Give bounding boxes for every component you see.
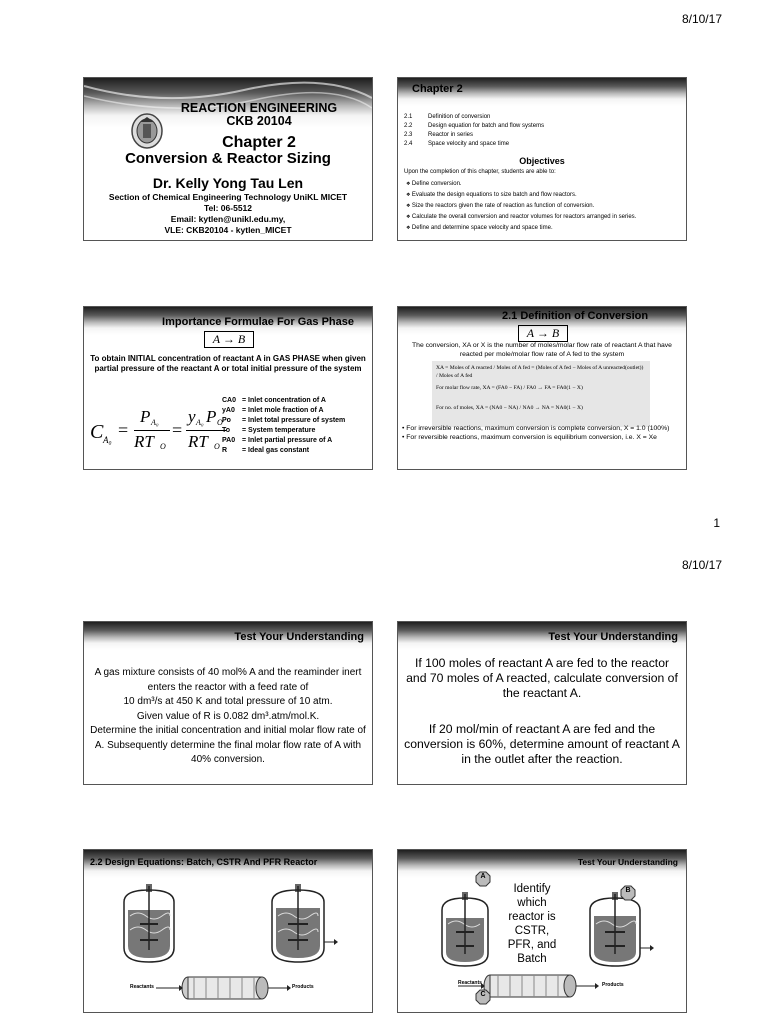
chapter-title: Conversion & Reactor Sizing bbox=[125, 150, 331, 167]
chapter-number: Chapter 2 bbox=[222, 134, 296, 151]
toc-item: 2.4 Space velocity and space time bbox=[404, 141, 510, 147]
gas-phase-intro: To obtain INITIAL concentration of reactant A in GAS PHASE when given partial pressure of the reactant A or total initial pressure of the system bbox=[90, 354, 366, 373]
reactor-b-icon bbox=[590, 892, 654, 966]
toc-item: 2.3 Reactor in series bbox=[404, 132, 474, 138]
reactor-diagrams bbox=[84, 850, 372, 1012]
batch-reactor-icon bbox=[124, 884, 174, 962]
slide-definition-of-conversion bbox=[397, 306, 687, 470]
legend-item: To = System temperature bbox=[222, 427, 316, 434]
slide-title: Test Your Understanding bbox=[234, 631, 364, 643]
slide-chapter-outline bbox=[397, 77, 687, 241]
slide-title: Importance Formulae For Gas Phase bbox=[162, 316, 354, 328]
objectives-intro: Upon the completion of this chapter, students are able to: bbox=[404, 169, 556, 175]
slide-test-understanding-2 bbox=[397, 621, 687, 785]
conversion-question-2: If 20 mol/min of reactant A are fed and the conversion is 60%, determine amount of reactant A in the outlet after the reaction. bbox=[404, 722, 680, 766]
objective-item: ❖ Define and determine space velocity and space time. bbox=[406, 223, 682, 234]
toc-list bbox=[404, 113, 680, 149]
toc-item: 2.1 Definition of conversion bbox=[404, 114, 491, 120]
label-b: B bbox=[625, 887, 631, 894]
slide-title: 2.2 Design Equations: Batch, CSTR And PFR Reactor bbox=[90, 857, 318, 867]
slide-title: Chapter 2 bbox=[412, 83, 463, 95]
course-title: REACTION ENGINEERING bbox=[180, 101, 338, 115]
page-date: 8/10/17 bbox=[681, 12, 722, 26]
initial-concentration-formula: C A₀ = P A₀ RT O = y A₀ P O RT O bbox=[90, 405, 220, 457]
label-c: C bbox=[480, 991, 486, 998]
reaction-box: A → B bbox=[204, 331, 254, 348]
lecturer-vle: VLE: CKB20104 - kytlen_MICET bbox=[164, 225, 292, 235]
page-number: 1 bbox=[713, 516, 720, 530]
slide-title bbox=[83, 77, 373, 241]
slide-design-equations bbox=[83, 849, 373, 1013]
moles-equation: For no. of moles, XA = (NA0 − NA) / NA0 → NA = NA0(1 − X) bbox=[436, 405, 583, 411]
reactor-a-icon bbox=[442, 892, 488, 966]
course-code: CKB 20104 bbox=[226, 114, 292, 128]
toc-item: 2.2 Design equation for batch and flow systems bbox=[404, 123, 545, 129]
conversion-equation: XA = Moles of A reacted / Moles of A fed = (Moles of A fed − Moles of A unreacted(outlet)) / Moles of A fed bbox=[436, 365, 644, 379]
objective-item: ❖ Define conversion. bbox=[406, 179, 682, 190]
objective-item: ❖ Size the reactors given the rate of reaction as function of conversion. bbox=[406, 201, 682, 212]
conversion-equations bbox=[432, 361, 650, 427]
conversion-question-1: If 100 moles of reactant A are fed to the reactor and 70 moles of A reacted, calculate conversion of the reactant A. bbox=[406, 656, 678, 700]
page-date: 8/10/17 bbox=[681, 558, 722, 572]
lecturer-tel: Tel: 06-5512 bbox=[203, 203, 253, 213]
objectives-list bbox=[406, 179, 682, 234]
products-label: Products bbox=[602, 982, 624, 988]
legend-item: R = Ideal gas constant bbox=[222, 447, 310, 454]
objective-item: ❖ Evaluate the design equations to size batch and flow reactors. bbox=[406, 190, 682, 201]
pfr-reactor-icon bbox=[156, 977, 291, 999]
slide-gas-phase-formulae bbox=[83, 306, 373, 470]
objective-item: ❖ Calculate the overall conversion and reactor volumes for reactors arranged in series. bbox=[406, 212, 682, 223]
legend-item: Po = Inlet total pressure of system bbox=[222, 417, 346, 424]
lecturer-section: Section of Chemical Engineering Technology UniKL MICET bbox=[108, 192, 348, 202]
slide-title: Test Your Understanding bbox=[548, 631, 678, 643]
slide-test-understanding-1 bbox=[83, 621, 373, 785]
symbol-legend bbox=[222, 396, 372, 456]
reactants-label: Reactants bbox=[130, 984, 154, 990]
products-label: Products bbox=[292, 984, 314, 990]
legend-item: PA0 = Inlet partial pressure of A bbox=[222, 437, 333, 444]
legend-item: yA0 = Inlet mole fraction of A bbox=[222, 407, 324, 414]
note-irreversible: • For irreversible reactions, maximum conversion is complete conversion, X = 1.0 (100%) bbox=[402, 425, 670, 432]
reaction-box: A → B bbox=[518, 325, 568, 342]
lecturer-name: Dr. Kelly Yong Tau Len bbox=[152, 175, 304, 191]
molar-flow-equation: For molar flow rate, XA = (FA0 − FA) / FA0 → FA = FA0(1 − X) bbox=[436, 385, 583, 391]
slide-title: 2.1 Definition of Conversion bbox=[502, 310, 649, 322]
gas-mixture-question: A gas mixture consists of 40 mol% A and the reaminder inert enters the reactor with a feed rate of 10 dm³/s at 450 K and total pressure of 10 atm. Given value of R is 0.082 dm³.atm/mol.K. Determine the initial concentration and initial molar flow rate of A. Subsequently determine the final molar flow rate of A with 40% conversion. bbox=[90, 667, 366, 765]
lecturer-email[interactable]: Email: kytlen@unikl.edu.my, bbox=[170, 214, 286, 224]
slide-identify-reactors bbox=[397, 849, 687, 1013]
identify-question: Identify which reactor is CSTR, PFR, and Batch bbox=[507, 883, 557, 965]
objectives-heading: Objectives bbox=[519, 156, 565, 166]
note-reversible: • For reversible reactions, maximum conversion is equilibrium conversion, i.e. X = Xe bbox=[402, 433, 657, 441]
legend-item: CA0 = Inlet concentration of A bbox=[222, 397, 326, 404]
slide-title: Test Your Understanding bbox=[577, 857, 678, 867]
label-a: A bbox=[480, 873, 486, 880]
reactants-label: Reactants bbox=[458, 980, 482, 986]
cstr-reactor-icon bbox=[272, 884, 338, 962]
conversion-notes bbox=[402, 425, 684, 442]
conversion-definition: The conversion, XA or X is the number of moles/molar flow rate of reactant A that have reacted per mole/molar flow rate of A fed to the system bbox=[412, 342, 672, 358]
